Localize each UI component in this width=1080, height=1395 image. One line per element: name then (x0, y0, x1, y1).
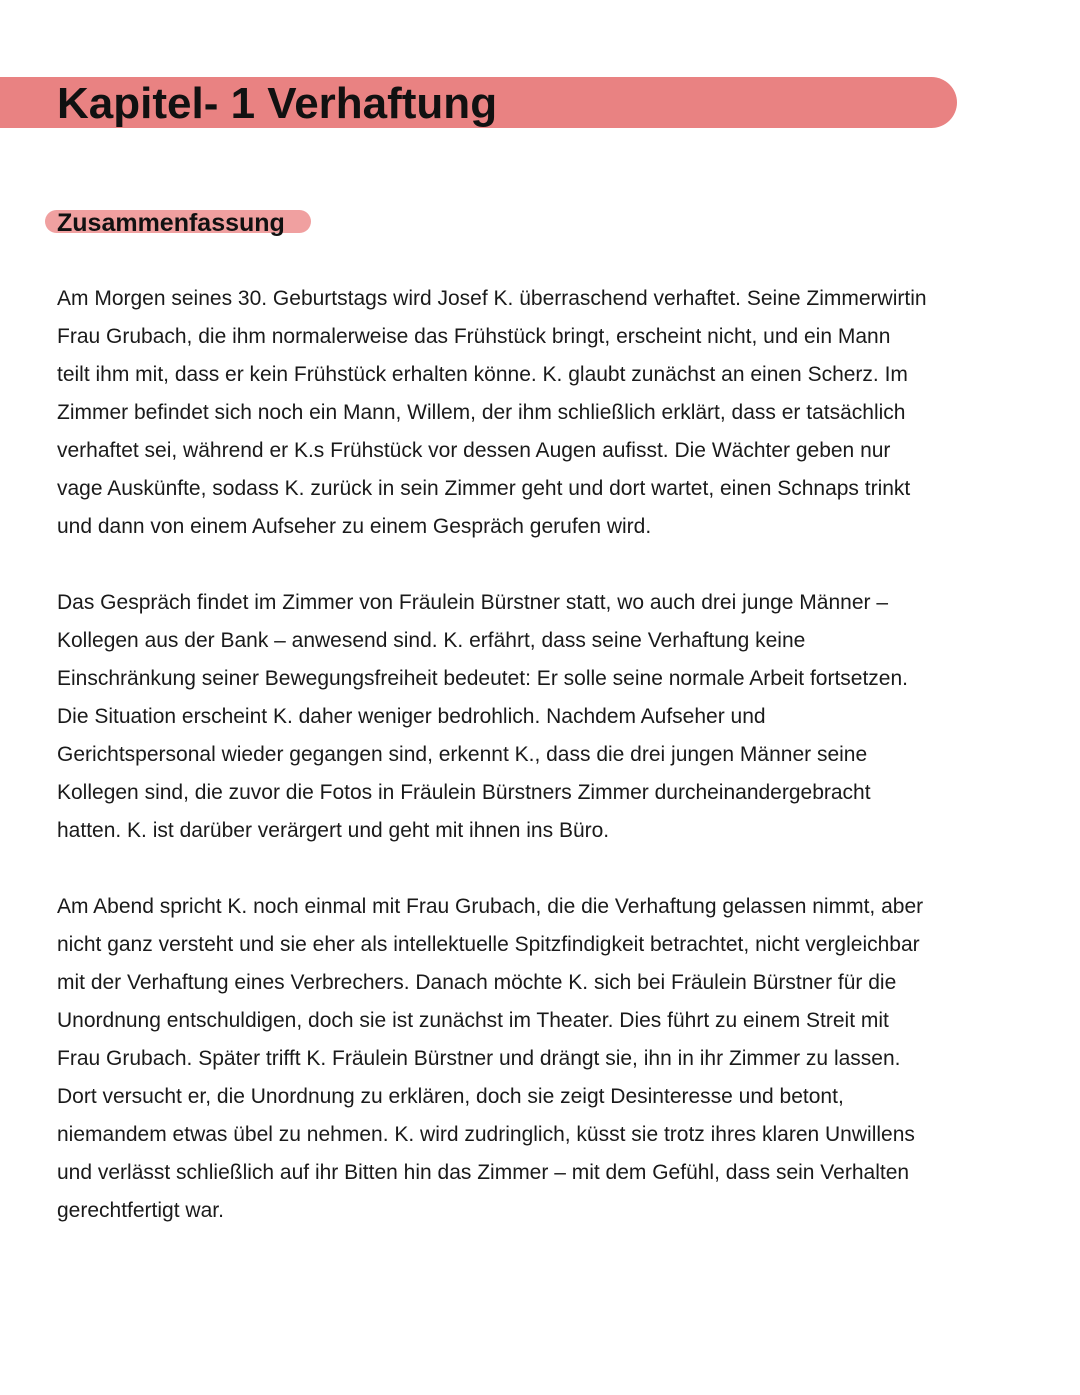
text-line: Kollegen sind, die zuvor die Fotos in Fräulein Bürstners Zimmer durcheinandergebracht (57, 781, 871, 804)
text-line: Einschränkung seiner Bewegungsfreiheit bedeutet: Er solle seine normale Arbeit fortsetzen. (57, 667, 908, 690)
paragraph-2 (57, 584, 1032, 850)
text-line: Kollegen aus der Bank – anwesend sind. K. erfährt, dass seine Verhaftung keine (57, 629, 806, 652)
paragraph-3 (57, 888, 1032, 1230)
summary-body (57, 280, 1032, 1268)
text-line: verhaftet sei, während er K.s Frühstück vor dessen Augen aufisst. Die Wächter geben nur (57, 439, 891, 462)
text-line: Frau Grubach. Später trifft K. Fräulein Bürstner und drängt sie, ihn in ihr Zimmer zu lassen. (57, 1047, 901, 1070)
text-line: vage Auskünfte, sodass K. zurück in sein Zimmer geht und dort wartet, einen Schnaps trinkt (57, 477, 911, 500)
text-line: nicht ganz versteht und sie eher als intellektuelle Spitzfindigkeit betrachtet, nicht vergleichbar (57, 933, 920, 956)
text-line: hatten. K. ist darüber verärgert und geht mit ihnen ins Büro. (57, 819, 610, 842)
text-line: Am Abend spricht K. noch einmal mit Frau Grubach, die die Verhaftung gelassen nimmt, aber (57, 895, 924, 918)
text-line: Gerichtspersonal wieder gegangen sind, erkennt K., dass die drei jungen Männer seine (57, 743, 868, 766)
text-line: und verlässt schließlich auf ihr Bitten hin das Zimmer – mit dem Gefühl, dass sein Verhalten (57, 1161, 910, 1184)
paragraph-1 (57, 280, 1032, 546)
text-line: Das Gespräch findet im Zimmer von Fräulein Bürstner statt, wo auch drei junge Männer – (57, 591, 889, 614)
text-line: mit der Verhaftung eines Verbrechers. Danach möchte K. sich bei Fräulein Bürstner für die (57, 971, 897, 994)
section-heading: Zusammenfassung (57, 209, 285, 237)
text-line: gerechtfertigt war. (57, 1199, 224, 1222)
text-line: Frau Grubach, die ihm normalerweise das Frühstück bringt, erscheint nicht, und ein Mann (57, 325, 891, 348)
text-line: Dort versucht er, die Unordnung zu erklären, doch sie zeigt Desinteresse und betont, (57, 1085, 844, 1108)
text-line: Unordnung entschuldigen, doch sie ist zunächst im Theater. Dies führt zu einem Streit mit (57, 1009, 889, 1032)
text-line: niemandem etwas übel zu nehmen. K. wird zudringlich, küsst sie trotz ihres klaren Unwillens (57, 1123, 915, 1146)
text-line: und dann von einem Aufseher zu einem Gespräch gerufen wird. (57, 515, 652, 538)
text-line: Die Situation erscheint K. daher weniger bedrohlich. Nachdem Aufseher und (57, 705, 766, 728)
text-line: Zimmer befindet sich noch ein Mann, Willem, der ihm schließlich erklärt, dass er tatsächlich (57, 401, 906, 424)
text-line: teilt ihm mit, dass er kein Frühstück erhalten könne. K. glaubt zunächst an einen Scherz. Im (57, 363, 908, 386)
text-line: Am Morgen seines 30. Geburtstags wird Josef K. überraschend verhaftet. Seine Zimmerwirtin (57, 287, 927, 310)
page-title: Kapitel- 1 Verhaftung (57, 79, 498, 128)
